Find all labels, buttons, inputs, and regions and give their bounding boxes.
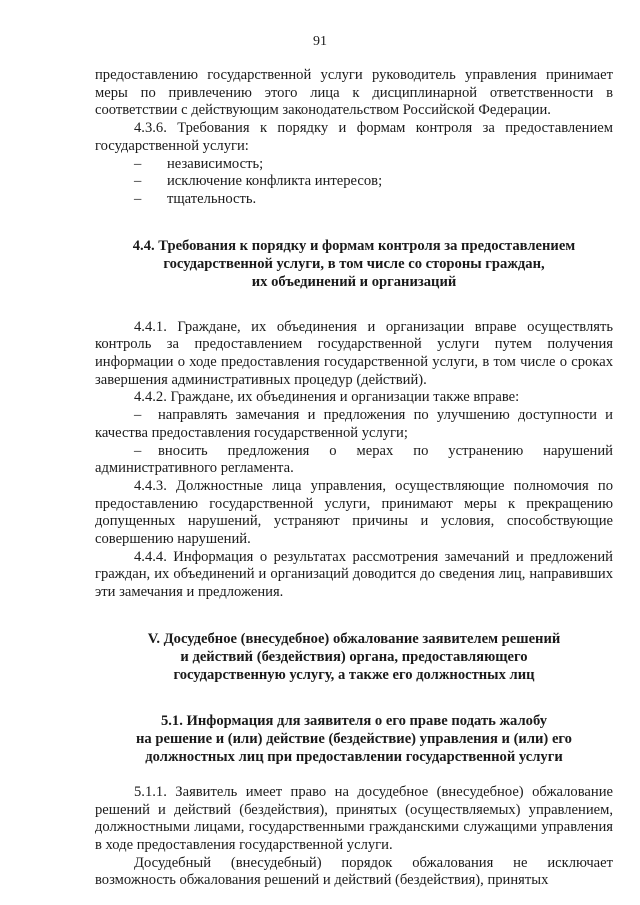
list-item-text: тщательность. xyxy=(167,190,257,207)
paragraph-4-4-3: 4.4.3. Должностные лица управления, осуществляющие полномочия по предоставлению государственной услуги, принимают меры к прекращению допущенных нарушений, устраняют причины и условия, способствующие совершению нарушений. xyxy=(95,477,613,548)
heading-line: V. Досудебное (внесудебное) обжалование заявителем решений xyxy=(147,630,561,647)
heading-line: государственной услуги, в том числе со стороны граждан, xyxy=(163,255,545,272)
heading-line: 4.4. Требования к порядку и формам контроля за предоставлением xyxy=(132,237,576,254)
spacer xyxy=(95,602,613,630)
list-dash: – xyxy=(134,173,142,190)
paragraph-4-3-5-end: предоставлению государственной услуги руководитель управления принимает меры по привлечению этого лица к дисциплинарной ответственности в соответствии с действующим законодательством Российской Федерации. xyxy=(95,67,613,119)
list-item-text: исключение конфликта интересов; xyxy=(167,173,383,190)
heading-line: 5.1. Информация для заявителя о его праве подать жалобу xyxy=(160,712,548,729)
section-heading-4-4 xyxy=(95,237,613,291)
list-item-text: направлять замечания и предложения по улучшению доступности и качества предоставления государственной услуги; xyxy=(95,407,613,441)
list-item xyxy=(95,173,613,191)
spacer xyxy=(95,291,613,319)
page-number: 91 xyxy=(313,34,327,49)
heading-line: государственную услугу, а также его должностных лиц xyxy=(173,666,535,683)
heading-line: их объединений и организаций xyxy=(251,273,457,290)
paragraph-5-1-1: 5.1.1. Заявитель имеет право на досудебное (внесудебное) обжалование решений и действий (бездействия), принятых (осуществляемых) управлением, должностными лицами, государственными гражданскими служащими управления в ходе предоставления государственной услуги. xyxy=(95,783,613,853)
list-dash: – xyxy=(134,442,142,459)
spacer xyxy=(95,684,613,712)
spacer xyxy=(95,209,613,237)
list-item xyxy=(95,191,613,209)
list-dash: – xyxy=(134,407,142,424)
heading-line: и действий (бездействия) органа, предоставляющего xyxy=(180,648,528,665)
section-heading-v xyxy=(95,630,613,684)
list-item-text: независимость; xyxy=(167,155,264,172)
document-body xyxy=(95,67,613,890)
list-dash: – xyxy=(134,155,142,172)
paragraph-4-3-6: 4.3.6. Требования к порядку и формам контроля за предоставлением государственной услуги: xyxy=(95,120,613,154)
heading-line: должностных лиц при предоставлении государственной услуги xyxy=(145,748,563,765)
heading-line: на решение и (или) действие (бездействие) управления и (или) его xyxy=(136,730,572,747)
spacer xyxy=(95,766,613,784)
list-item-proposals xyxy=(95,443,613,478)
paragraph-4-4-1: 4.4.1. Граждане, их объединения и организации вправе осуществлять контроль за предоставлением государственной услуги путем получения информации о ходе предоставления государственной услуги, в том числе о сроках завершения административных процедур (действий). xyxy=(95,318,613,388)
list-item-text: вносить предложения о мерах по устранению нарушений административного регламента. xyxy=(95,442,613,477)
paragraph-4-4-4: 4.4.4. Информация о результатах рассмотрения замечаний и предложений граждан, их объединений и организаций доводится до сведения лиц, направивших эти замечания и предложения. xyxy=(95,548,613,601)
paragraph-appeal-procedure: Досудебный (внесудебный) порядок обжалования не исключает возможность обжалования решений и действий (бездействия), принятых xyxy=(95,854,613,889)
section-heading-5-1 xyxy=(95,712,613,766)
list-item xyxy=(95,156,613,174)
list-item-remarks xyxy=(95,407,613,442)
list-dash: – xyxy=(134,190,142,207)
paragraph-4-4-2: 4.4.2. Граждане, их объединения и организации также вправе: xyxy=(134,389,520,406)
